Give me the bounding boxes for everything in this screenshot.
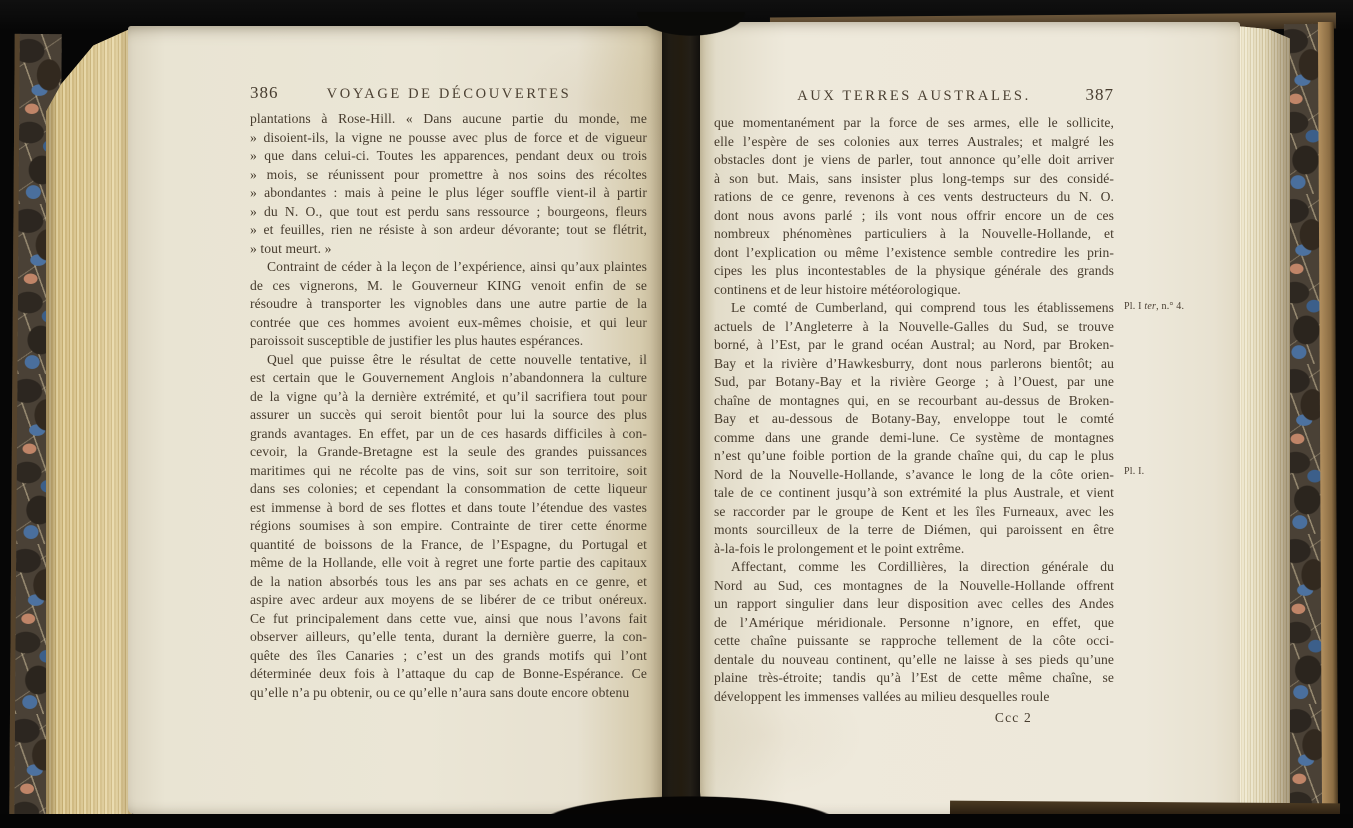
margin-note-text: , n.° 4. [1156, 301, 1185, 312]
left-page-number: 386 [250, 83, 279, 102]
margin-note-plate-ref-1 [1124, 301, 1184, 312]
right-page [700, 22, 1240, 814]
margin-note-text: Pl. I. [1124, 466, 1145, 477]
backdrop-bottom [0, 814, 1353, 828]
paragraph: Contraint de céder à la leçon de l’expérience, ainsi qu’aux plaintes de ces vignerons, M. le Gouverneur KING venoit enfin de se résoudre à transporter les vignobles dans une autre partie de la contrée que ces hommes avoient eux-mêmes choisie, et qui leur paroissoit susceptible de justifier les plus hautes espérances. [250, 259, 647, 348]
paragraph: Quel que puisse être le résultat de cette nouvelle tentative, il est certain que le Gouvernement Anglois n’abandonnera la culture de la vigne qu’à la dernière extrémité, et qu’il sacrifiera tout pour assurer un succès qui seroit bientôt pour lui la source des plus grands avantages. En effet, par un de ces hasards difficiles à con- cevoir, la Grande-Bretagne est la seule des grandes puissances maritimes qui ne récolte pas de vins, soit sur son territoire, soit dans ses colonies; et cependant la consommation de cette liqueur est immense à bord de ses flottes et dans toute l’étendue des vastes régions soumises à son empire. Contrainte de tirer cette énorme quantité de boissons de la France, de l’Espagne, du Portugal et même de la Hollande, elle voit à regret une forte partie des capitaux de la nation absorbés tous les ans par ses achats en ce genre, et aspire avec ardeur aux moyens de se libérer de ce tribut onéreux. Ce fut principalement dans cette vue, ainsi que nous l’avons fait observer ailleurs, qu’elle tenta, durant la dernière guerre, la con- quête des îles Canaries ; c’est un des grands motifs qui l’ont déterminée deux fois à l’attaque du cap de Bonne-Espérance. Ce qu’elle n’a pu obtenir, ou ce qu’elle n’aura sans doute encore obtenu [250, 351, 647, 700]
paragraph-quote: plantations à Rose-Hill. « Dans aucune partie du monde, me » disoient-ils, la vigne ne pousse avec plus de force et de vigueur » que dans celui-ci. Toutes les apparences, pendant deux ou trois » mois, se réunissent pour promettre à nos soins des récoltes » abondantes : mais à peine le plus léger souffle vient-il à partir » du N. O., que tout est perdu sans ressource ; bourgeons, fleurs » et feuilles, rien ne résiste à son ardeur dévorante; tout se flétrit, » tout meurt. » [250, 111, 647, 256]
paragraph: que momentanément par la force de ses armes, elle le sollicite, elle l’espère de ses colonies aux terres Australes; et malgré les obstacles dont je viens de parler, tout annonce qu’elle doit arriver à son but. Mais, sans insister plus long-temps sur des considé- rations de ce genre, revenons à ces vents destructeurs du N. O. dont nous avons parlé ; ils vont nous offrir encore un de ces nombreux phénomènes particuliers à la Nouvelle-Hollande, et dont l’explication ou même l’existence semble contredire les prin- cipes les plus incontestables de la physique générale des grands continens et de leur histoire météorologique. [714, 115, 1114, 297]
right-page-number: 387 [1085, 85, 1114, 104]
margin-note-plate-ref-2 [1124, 466, 1144, 477]
left-page-header [250, 83, 648, 106]
paragraph: Le comté de Cumberland, qui comprend tous les établissemens actuels de l’Angleterre à la Nouvelle-Galles du Sud, se trouve borné, à l’Est, par le grand océan Austral; au Nord, par Broken- Bay et la rivière d’Hawkesburry, dont nous parlerons bientôt; au Sud, par Botany-Bay et la rivière George ; à l’Ouest, par une chaîne de montagnes qui, en se recourbant au-dessus de Broken- Bay et au-dessous de Botany-Bay, enveloppe tout le comté comme dans une grande demi-lune. Ce système de montagnes n’est qu’une foible portion de la grande chaîne qui, du cap le plus Nord de la Nouvelle-Hollande, s’avance le long de la côte orien- tale de ce continent jusqu’à son extrémité la plus Australe, et vient se raccorder par le groupe de Kent et les îles Furneaux, avec les monts sourcilleux de la terre de Diémen, qui paroissent en être à-la-fois le prolongement et le point extrême. [714, 300, 1114, 556]
page-edges-right-stack [1236, 26, 1290, 816]
paragraph: Affectant, comme les Cordillières, la direction générale du Nord au Sud, ces montagnes de la Nouvelle-Hollande offrent un rapport singulier dans leur disposition avec celles des Andes de l’Amérique méridionale. Personne n’ignore, en effet, que cette chaîne puissante se rapproche tellement de la côte occi- dentale du nouveau continent, qu’elle ne laisse à ses pieds qu’une plaine très-étroite; tandis qu’à l’Est de cette même chaîne, se développent les immenses vallées au milieu desquelles roule [714, 559, 1114, 704]
left-running-title: VOYAGE DE DÉCOUVERTES [326, 86, 572, 102]
book-cover-right-leather-edge [1318, 22, 1338, 818]
gutter-top-shadow [636, 12, 746, 40]
signature-mark: Ccc 2 [994, 710, 1032, 725]
right-running-title: AUX TERRES AUSTRALES. [797, 88, 1031, 104]
margin-note-text: Pl. I [1124, 301, 1145, 312]
left-page [128, 26, 662, 814]
page-edges-left-stack [46, 28, 132, 824]
right-page-header [714, 85, 1114, 108]
left-page-text [250, 110, 647, 702]
margin-note-italic: ter [1144, 301, 1157, 312]
right-page-text [714, 114, 1114, 706]
